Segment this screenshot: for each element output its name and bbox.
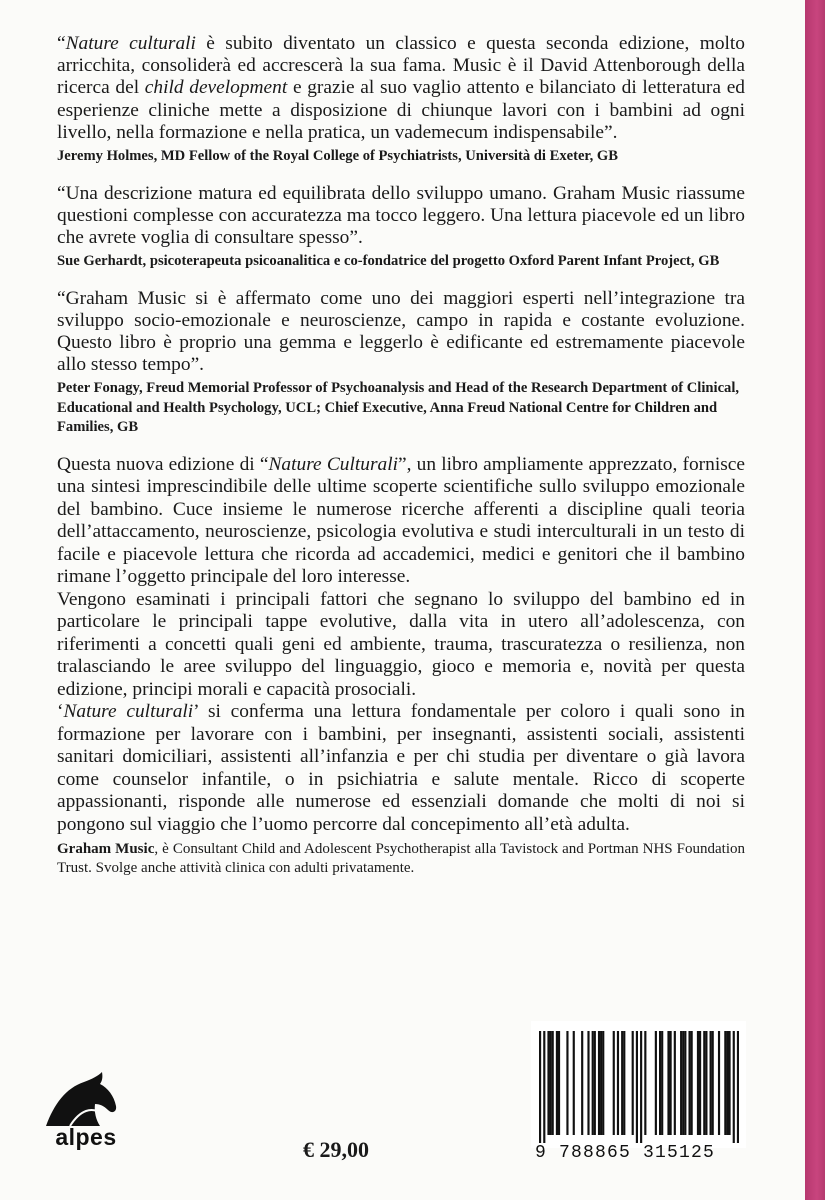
barcode-bar: [737, 1031, 739, 1143]
barcode-bar: [684, 1031, 686, 1135]
barcode-bar: [724, 1031, 726, 1135]
barcode-bar: [621, 1031, 623, 1135]
barcode-bar: [587, 1031, 589, 1135]
barcode-bar: [632, 1031, 634, 1135]
barcode-bar: [600, 1031, 602, 1135]
barcode-bar: [726, 1031, 728, 1135]
barcode-bar: [543, 1031, 545, 1143]
review-3-attribution: Peter Fonagy, Freud Memorial Professor of Psychoanalysis and Head of the Research Department of Clinical, Educational and Health Psychology, UCL; Chief Executive, Anna Freud National Centre for Children and Families, GB: [57, 380, 740, 436]
barcode-bar: [636, 1031, 638, 1143]
barcode-bar: [547, 1031, 549, 1135]
barcode-bar: [661, 1031, 663, 1135]
barcode-bar: [598, 1031, 600, 1135]
barcode-bar: [710, 1031, 712, 1135]
review-2-quote: “Una descrizione matura ed equilibrata dello sviluppo umano. Graham Music riassume questioni complesse con accuratezza ma tocco leggero. Una lettura piacevole ed un libro che avrete voglia di consultare spesso”.: [57, 182, 745, 248]
publisher-logo: [40, 1070, 140, 1160]
barcode-bar: [573, 1031, 575, 1135]
barcode-bar: [556, 1031, 558, 1135]
barcode-bar: [552, 1031, 554, 1135]
barcode-bar: [733, 1031, 735, 1143]
description-paragraph-3: ‘Nature culturali’ si conferma una lettura fondamentale per coloro i quali sono in formazione per lavorare con i bambini, per insegnanti, assistenti sociali, assistenti sanitari domiciliari, assistenti all’infanzia e per chi studia per diventare o già lavora come counselor infantile, o in psichiatria e salute mentale. Ricco di scoperte appassionanti, risponde alle numerose ed essenziali domande che molti di noi si pongono sul viaggio che l’uomo percorre dal concepimento all’età adulta.: [57, 701, 745, 835]
review-1-quote: “Nature culturali è subito diventato un classico e questa seconda edizione, molto arricchita, consoliderà ed accrescerà la sua fama. Music è il David Attenborough della ricerca del child development e grazie al suo vaglio attento e bilanciato di letteratura ed esperienze cliniche mette a disposizione di chiunque lavori con i bambini ad ogni livello, nella formazione e nella pratica, un vademecum indispensabile”.: [57, 33, 745, 143]
barcode-bar: [613, 1031, 615, 1135]
barcode-bar: [699, 1031, 701, 1135]
book-description: [57, 454, 745, 837]
description-paragraph-1: Questa nuova edizione di “Nature Culturali”, un libro ampliamente apprezzato, fornisce una sintesi imprescindibile delle ultime scoperte scientifiche sullo sviluppo emozionale del bambino. Cuce insieme le numerose ricerche afferenti a discipline quali teoria dell’attaccamento, neuroscienze, psicologia evolutiva e studi interculturali in un testo di facile e piacevole lettura che ricorda ad accademici, medici e genitori che il bambino rimane l’oggetto principale del loro interesse.: [57, 453, 745, 588]
barcode-bar: [670, 1031, 672, 1135]
cover-text: [57, 33, 745, 877]
barcode-bar: [688, 1031, 690, 1135]
barcode-bar: [674, 1031, 676, 1135]
barcode-bar: [617, 1031, 619, 1135]
barcode-bar: [602, 1031, 604, 1135]
barcode-bar: [691, 1031, 693, 1135]
price: € 29,00: [303, 1137, 369, 1162]
barcode-bar: [718, 1031, 720, 1135]
horse-head-icon: [40, 1070, 132, 1130]
barcode-bar: [728, 1031, 730, 1135]
barcode-bar: [712, 1031, 714, 1135]
author-name: Graham Music: [57, 841, 155, 858]
isbn-number: 9 788865 315125: [535, 1143, 716, 1163]
barcode-bar: [644, 1031, 646, 1135]
barcode-bar: [667, 1031, 669, 1135]
review-1: [57, 33, 745, 167]
barcode-bar: [655, 1031, 657, 1135]
barcode-bar: [539, 1031, 541, 1143]
barcode-bar: [594, 1031, 596, 1135]
barcode-bars: [539, 1031, 739, 1143]
review-2-attribution: Sue Gerhardt, psicoterapeuta psicoanalitica e co-fondatrice del progetto Oxford Parent Infant Project, GB: [57, 253, 720, 270]
author-bio: Graham Music, è Consultant Child and Adolescent Psychotherapist alla Tavistock and Portman NHS Foundation Trust. Svolge anche attività clinica con adulti privatamente.: [57, 841, 746, 876]
barcode-bar: [550, 1031, 552, 1135]
barcode-bar: [703, 1031, 705, 1135]
barcode-bar: [623, 1031, 625, 1135]
spine-stripe: [805, 0, 825, 1200]
barcode-bar: [705, 1031, 707, 1135]
review-3: [57, 288, 745, 438]
barcode-bar: [566, 1031, 568, 1135]
review-1-attribution: Jeremy Holmes, MD Fellow of the Royal College of Psychiatrists, Università di Exeter, GB: [57, 148, 618, 165]
barcode-bar: [640, 1031, 642, 1143]
barcode-bar: [682, 1031, 684, 1135]
barcode-bar: [680, 1031, 682, 1135]
barcode: [531, 1021, 746, 1148]
barcode-bar: [592, 1031, 594, 1135]
barcode-bar: [558, 1031, 560, 1135]
description-paragraph-2: Vengono esaminati i principali fattori che segnano lo sviluppo del bambino ed in particolare le principali tappe evolutive, dalla vita in utero all’adolescenza, con riferimenti a concetti quali geni ed ambiente, trauma, trascuratezza o resilienza, non tralasciando le aree sviluppo del linguaggio, gioco e memoria e, novità per questa edizione, principi morali e capacità prosociali.: [57, 588, 745, 700]
barcode-bar: [659, 1031, 661, 1135]
publisher-name: alpes: [55, 1124, 117, 1150]
review-3-quote: “Graham Music si è affermato come uno dei maggiori esperti nell’integrazione tra sviluppo socio-emozionale e neuroscienze, campo in rapida e costante evoluzione. Questo libro è proprio una gemma e leggerlo è edificante ed estremamente piacevole allo stesso tempo”.: [57, 287, 745, 376]
review-2: [57, 183, 745, 272]
barcode-bar: [581, 1031, 583, 1135]
barcode-bar: [697, 1031, 699, 1135]
